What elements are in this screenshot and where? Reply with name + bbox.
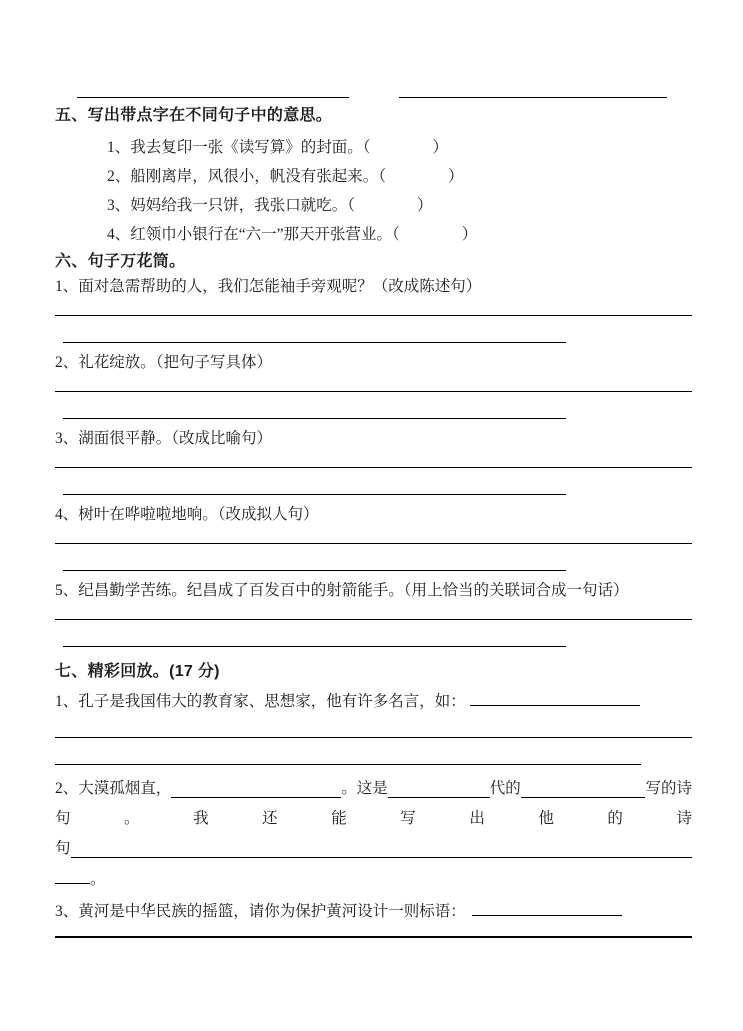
- section-6-heading: 六、句子万花筒。: [55, 253, 186, 270]
- answer-line: [55, 467, 692, 468]
- answer-line: [55, 737, 692, 738]
- fill-in-blank: [55, 871, 90, 884]
- rewrite-question-4: [55, 503, 692, 571]
- answer-line: [399, 96, 667, 98]
- question-prompt: 2、大漠孤烟直，: [55, 780, 172, 797]
- question-prompt: 句: [55, 840, 71, 857]
- fill-in-blank: [171, 797, 341, 798]
- answer-line: [55, 315, 692, 316]
- fill-in-blank: [521, 797, 646, 798]
- question-prompt: 2、礼花绽放。（把句子写具体）: [55, 354, 273, 371]
- rewrite-question-1: [55, 275, 692, 343]
- question-prompt: 3、黄河是中华民族的摇篮，请你为保护黄河设计一则标语：: [55, 903, 466, 920]
- rewrite-question-2: [55, 351, 692, 419]
- fill-in-blank: [388, 797, 490, 798]
- section-5-item: 1、我去复印一张《读写算》的封面。（ ）: [107, 139, 449, 156]
- answer-line: [55, 619, 692, 620]
- question-prompt: 1、孔子是我国伟大的教育家、思想家，他有许多名言，如：: [55, 693, 466, 710]
- answer-line: [55, 764, 641, 765]
- question-prompt: 3、湖面很平静。（改成比喻句）: [55, 430, 273, 447]
- section-5-item: 4、红领巾小银行在“六一”那天开张营业。（ ）: [107, 226, 478, 243]
- question-prompt: 。: [90, 871, 106, 888]
- section-5-item: 2、船刚离岸，风很小，帆没有张起来。（ ）: [107, 168, 464, 185]
- answer-line: [63, 418, 566, 419]
- answer-line: [63, 570, 566, 571]
- recall-question-3: [55, 900, 692, 924]
- recall-question-2-line-4: [55, 864, 692, 895]
- recall-question-2-line-2: 句 。 我 还 能 写 出 他 的 诗: [55, 810, 692, 827]
- question-prompt: 代的: [489, 780, 521, 797]
- section-5-heading: 五、写出带点字在不同句子中的意思。: [55, 107, 333, 124]
- answer-line: [55, 391, 692, 392]
- answer-line: [77, 96, 349, 98]
- fill-in-blank: [470, 693, 640, 706]
- recall-question-2-line-1: [55, 774, 692, 804]
- top-answer-blanks: [55, 96, 692, 98]
- question-prompt: 写的诗: [645, 780, 692, 797]
- answer-line: [63, 494, 566, 495]
- recall-question-1: [55, 689, 692, 715]
- fill-in-blank: [71, 857, 692, 858]
- rewrite-question-5: [55, 579, 692, 647]
- question-prompt: 5、纪昌勤学苦练。纪昌成了百发百中的射箭能手。（用上恰当的关联词合成一句话）: [55, 582, 629, 599]
- answer-line: [63, 342, 566, 343]
- question-prompt: 。这是: [341, 780, 388, 797]
- answer-line: [63, 646, 566, 647]
- answer-line: [55, 543, 692, 544]
- section-7-heading: 七、精彩回放。(17 分): [55, 663, 220, 680]
- question-prompt: 4、树叶在哗啦啦地响。（改成拟人句）: [55, 506, 319, 523]
- section-5-item: 3、妈妈给我一只饼，我张口就吃。（ ）: [107, 197, 433, 214]
- fill-in-blank: [472, 903, 622, 916]
- rewrite-question-3: [55, 427, 692, 495]
- recall-question-2-line-3: [55, 834, 692, 864]
- answer-line: [55, 936, 692, 938]
- question-prompt: 1、面对急需帮助的人，我们怎能袖手旁观呢？（改成陈述句）: [55, 278, 482, 295]
- section-5-items: [55, 133, 692, 249]
